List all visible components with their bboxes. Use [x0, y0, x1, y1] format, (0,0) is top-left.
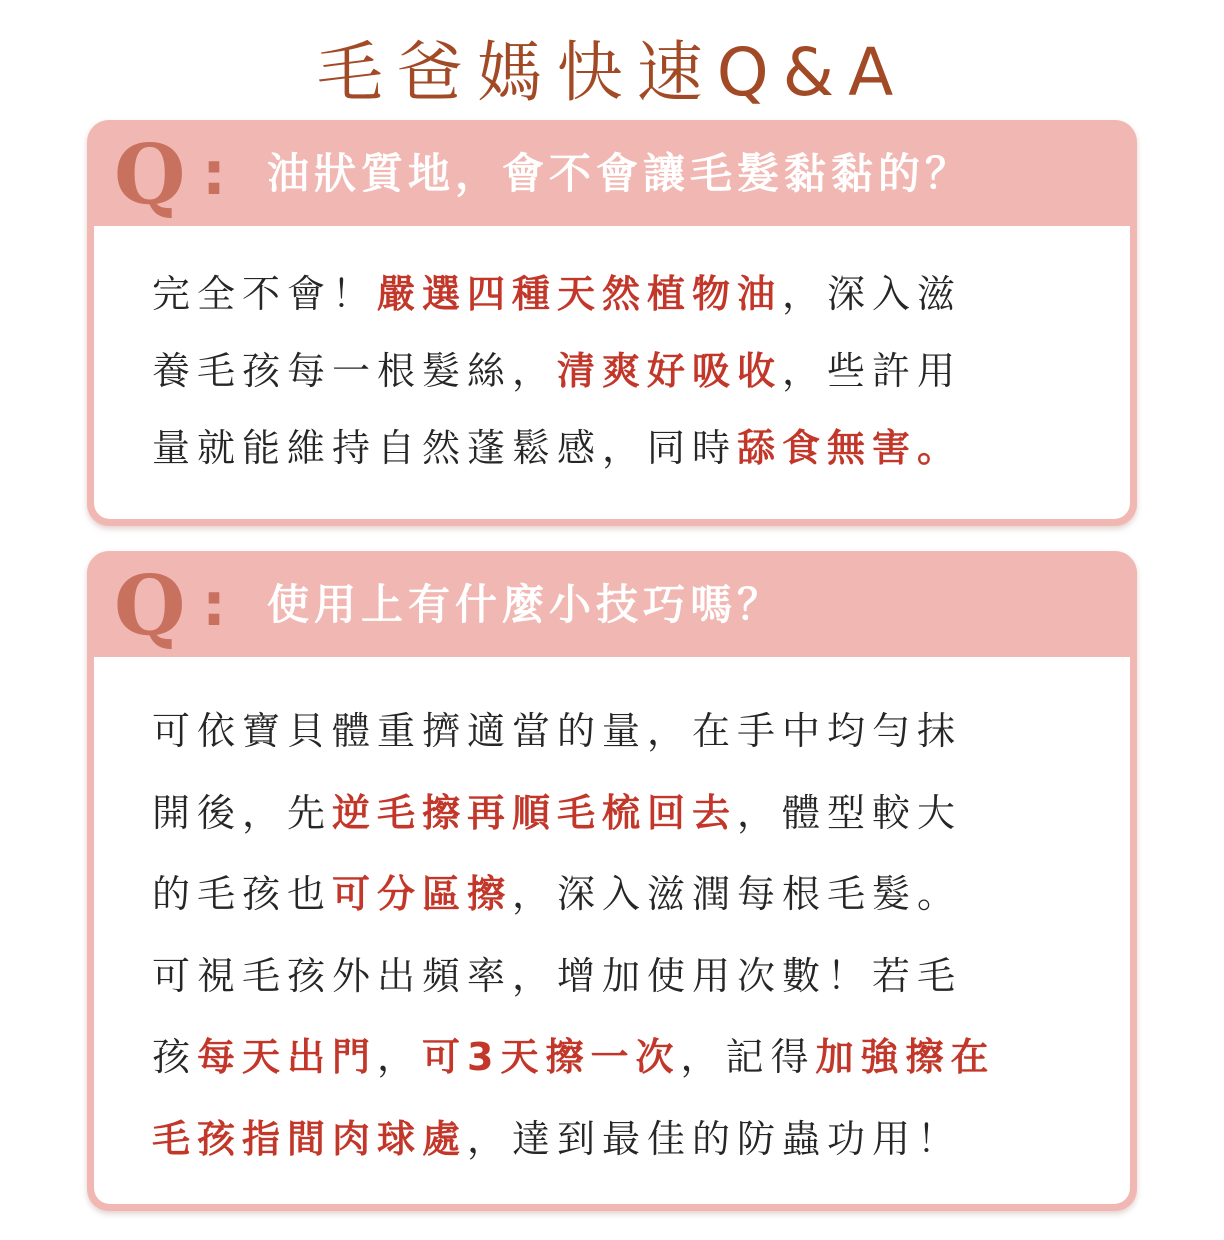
answer-line: [152, 773, 996, 855]
answer-text: [152, 256, 962, 487]
answer-segment: ，深入滋潤每根毛髮。: [512, 872, 963, 916]
answer-segment: ，體型較大: [737, 790, 963, 835]
answer-line: [152, 1017, 996, 1099]
page-title: 毛爸媽快速Q&A: [316, 34, 908, 111]
highlight-text: 嚴選四種天然植物油: [377, 272, 783, 316]
answer-segment: ，達到最佳的防蟲功用！: [467, 1116, 963, 1161]
answer-segment: 的毛孩也: [152, 872, 333, 916]
answer-line: [152, 854, 996, 936]
answer-line: [152, 256, 962, 333]
answer-line: [152, 691, 996, 773]
answer-line: [152, 936, 996, 1018]
question-text: 使用上有什麼小技巧嗎？: [267, 580, 785, 629]
q-colon: :: [202, 139, 226, 209]
highlight-text: 可3天擦一次: [422, 1035, 681, 1079]
highlight-text: 毛孩指間肉球處: [152, 1116, 468, 1161]
highlight-text: 清爽好吸收: [557, 349, 783, 393]
highlight-text: 加強擦在: [815, 1035, 996, 1079]
question-header: [87, 120, 1137, 226]
answer-segment: ，些許用: [782, 349, 963, 393]
answer-segment: 量就能維持自然蓬鬆感，同時: [152, 426, 738, 470]
q-letter-icon: Q: [114, 127, 186, 223]
answer-segment: 可依寶貝體重擠適當的量，在手中均勻抹: [152, 709, 963, 753]
answer-segment: ，深入滋: [782, 272, 963, 316]
answer-segment: 可視毛孩外出頻率，增加使用次數！若毛: [152, 953, 963, 998]
answer-panel: [94, 226, 1130, 519]
answer-text: [152, 691, 996, 1180]
answer-line: [152, 1099, 996, 1181]
qa-card-usage-tips: [87, 551, 1137, 1211]
answer-segment: 養毛孩每一根髮絲，: [152, 349, 558, 393]
question-text: 油狀質地，會不會讓毛髮黏黏的？: [267, 149, 973, 198]
question-header: [87, 551, 1137, 657]
answer-line: [152, 333, 962, 410]
answer-line: [152, 410, 962, 487]
answer-segment: ，記得: [680, 1035, 816, 1079]
answer-segment: 完全不會！: [152, 272, 378, 316]
answer-segment: 開後，先: [152, 790, 333, 835]
q-colon: :: [202, 570, 226, 640]
qa-card-oil-texture: [87, 120, 1137, 526]
answer-panel: [94, 657, 1130, 1204]
highlight-text: 舔食無害。: [737, 426, 963, 470]
answer-segment: 孩: [152, 1035, 198, 1079]
answer-segment: ，: [377, 1035, 423, 1079]
highlight-text: 每天出門: [197, 1035, 378, 1079]
highlight-text: 可分區擦: [332, 872, 513, 916]
q-letter-icon: Q: [114, 558, 186, 654]
highlight-text: 逆毛擦再順毛梳回去: [332, 790, 738, 835]
